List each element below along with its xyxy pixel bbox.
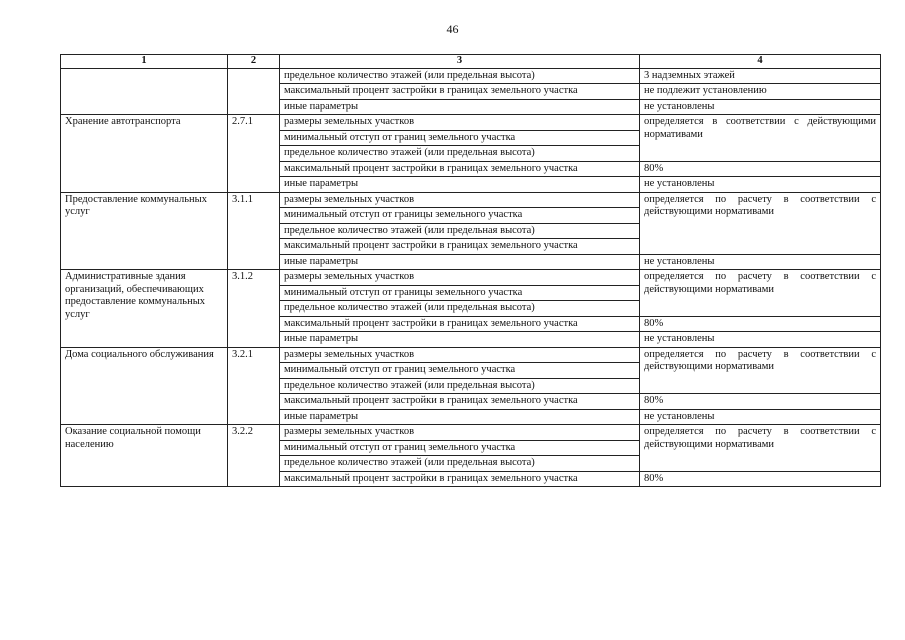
value-cell: определяется по расчету в соответствии с действующими нормативами bbox=[640, 347, 881, 394]
table-row bbox=[61, 115, 881, 131]
param-cell: максимальный процент застройки в границах земельного участка bbox=[280, 471, 640, 487]
param-cell: размеры земельных участков bbox=[280, 347, 640, 363]
param-cell: минимальный отступ от границ земельного участка bbox=[280, 363, 640, 379]
use-code-cell: 3.2.1 bbox=[228, 347, 280, 425]
value-cell: не установлены bbox=[640, 254, 881, 270]
value-cell: не подлежит установлению bbox=[640, 84, 881, 100]
column-header-4: 4 bbox=[640, 55, 881, 69]
param-cell: предельное количество этажей (или предельная высота) bbox=[280, 301, 640, 317]
param-cell: предельное количество этажей (или предельная высота) bbox=[280, 223, 640, 239]
use-name-cell bbox=[61, 68, 228, 115]
table-row bbox=[61, 68, 881, 84]
value-cell: не установлены bbox=[640, 99, 881, 115]
param-cell: иные параметры bbox=[280, 409, 640, 425]
value-cell: не установлены bbox=[640, 409, 881, 425]
param-cell: максимальный процент застройки в границах земельного участка bbox=[280, 84, 640, 100]
use-code-cell bbox=[228, 68, 280, 115]
value-cell: определяется по расчету в соответствии с действующими нормативами bbox=[640, 425, 881, 472]
param-cell: размеры земельных участков bbox=[280, 192, 640, 208]
param-cell: иные параметры bbox=[280, 254, 640, 270]
param-cell: минимальный отступ от границы земельного участка bbox=[280, 285, 640, 301]
value-cell: 3 надземных этажей bbox=[640, 68, 881, 84]
param-cell: минимальный отступ от границ земельного участка bbox=[280, 130, 640, 146]
zoning-parameters-table bbox=[60, 54, 881, 487]
use-code-cell: 3.1.2 bbox=[228, 270, 280, 348]
page-number: 46 bbox=[446, 22, 459, 36]
param-cell: предельное количество этажей (или предельная высота) bbox=[280, 68, 640, 84]
use-name-cell: Дома социального обслуживания bbox=[61, 347, 228, 425]
use-code-cell: 3.2.2 bbox=[228, 425, 280, 487]
value-cell: 80% bbox=[640, 471, 881, 487]
value-cell: не установлены bbox=[640, 177, 881, 193]
use-name-cell: Административные здания организаций, обеспечивающих предоставление коммунальных услуг bbox=[61, 270, 228, 348]
param-cell: иные параметры bbox=[280, 332, 640, 348]
param-cell: предельное количество этажей (или предельная высота) bbox=[280, 378, 640, 394]
use-name-cell: Хранение автотранспорта bbox=[61, 115, 228, 193]
table-row bbox=[61, 425, 881, 441]
table-header-row bbox=[61, 55, 881, 69]
value-cell: 80% bbox=[640, 161, 881, 177]
param-cell: максимальный процент застройки в границах земельного участка bbox=[280, 161, 640, 177]
param-cell: иные параметры bbox=[280, 177, 640, 193]
param-cell: предельное количество этажей (или предельная высота) bbox=[280, 456, 640, 472]
table-row bbox=[61, 270, 881, 286]
use-name-cell: Оказание социальной помощи населению bbox=[61, 425, 228, 487]
column-header-3: 3 bbox=[280, 55, 640, 69]
value-cell: не установлены bbox=[640, 332, 881, 348]
value-cell: 80% bbox=[640, 394, 881, 410]
value-cell: определяется в соответствии с действующими нормативами bbox=[640, 115, 881, 162]
table-row bbox=[61, 192, 881, 208]
param-cell: предельное количество этажей (или предельная высота) bbox=[280, 146, 640, 162]
table-row bbox=[61, 347, 881, 363]
param-cell: иные параметры bbox=[280, 99, 640, 115]
param-cell: размеры земельных участков bbox=[280, 270, 640, 286]
param-cell: размеры земельных участков bbox=[280, 115, 640, 131]
use-name-cell: Предоставление коммунальных услуг bbox=[61, 192, 228, 270]
value-cell: определяется по расчету в соответствии с действующими нормативами bbox=[640, 192, 881, 254]
value-cell: определяется по расчету в соответствии с действующими нормативами bbox=[640, 270, 881, 317]
param-cell: минимальный отступ от границ земельного участка bbox=[280, 440, 640, 456]
use-code-cell: 3.1.1 bbox=[228, 192, 280, 270]
param-cell: максимальный процент застройки в границах земельного участка bbox=[280, 316, 640, 332]
param-cell: максимальный процент застройки в границах земельного участка bbox=[280, 239, 640, 255]
value-cell: 80% bbox=[640, 316, 881, 332]
column-header-1: 1 bbox=[61, 55, 228, 69]
use-code-cell: 2.7.1 bbox=[228, 115, 280, 193]
column-header-2: 2 bbox=[228, 55, 280, 69]
param-cell: максимальный процент застройки в границах земельного участка bbox=[280, 394, 640, 410]
param-cell: размеры земельных участков bbox=[280, 425, 640, 441]
param-cell: минимальный отступ от границы земельного участка bbox=[280, 208, 640, 224]
